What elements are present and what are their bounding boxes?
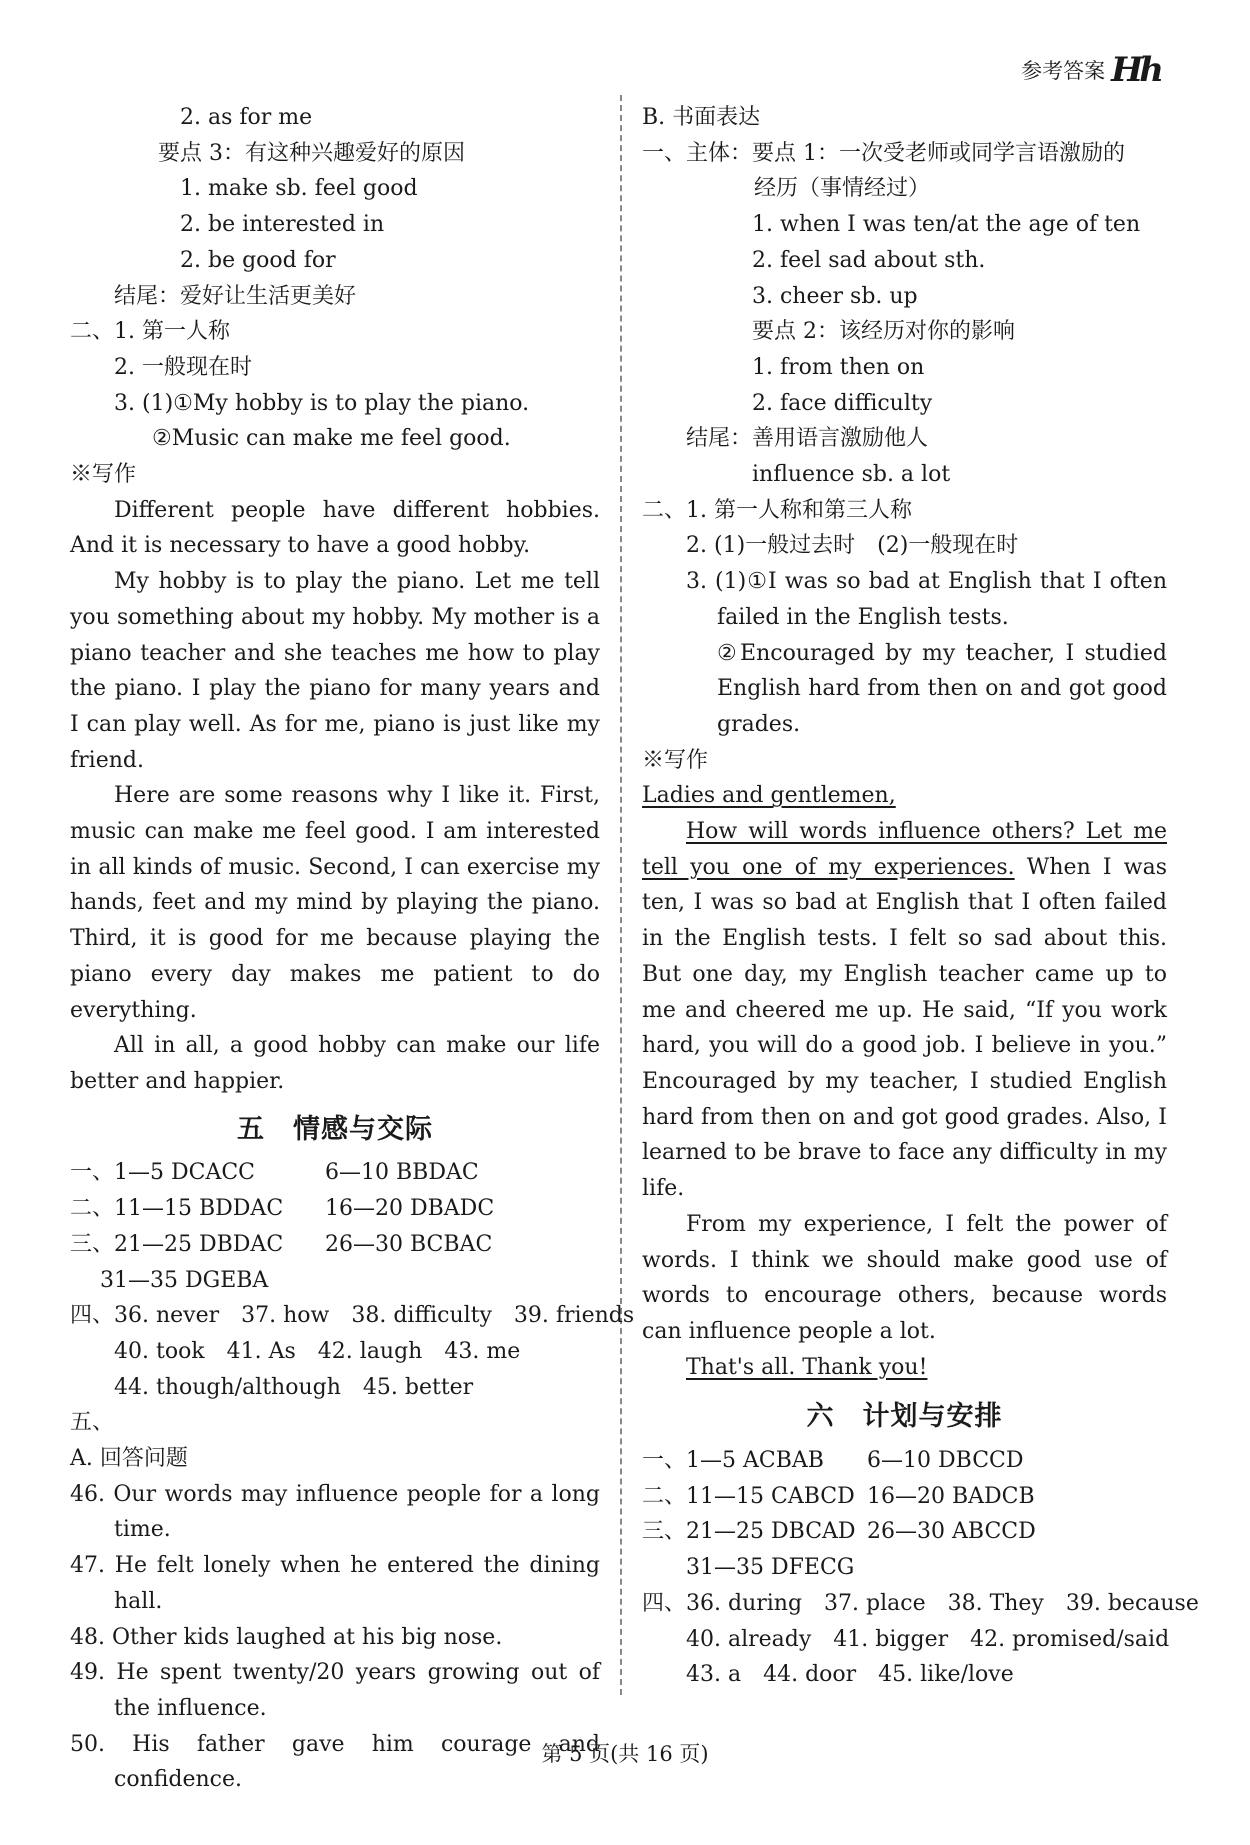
answer-group: 二、11—15 BDDAC — [70, 1196, 284, 1222]
essay-closing: That's all. Thank you! — [686, 1354, 928, 1380]
answer-group: 6—10 BBDAC — [325, 1160, 479, 1186]
answer-group: 31—35 DGEBA — [100, 1267, 269, 1293]
answer-group: 一、1—5 DCACC — [70, 1160, 256, 1186]
fill-line: 43. a 44. door 45. like/love — [686, 1662, 1014, 1688]
fill-line: 44. though/although 45. better — [114, 1374, 474, 1400]
section-title: 五 情感与交际 — [237, 1113, 433, 1145]
qa-item: 49. He spent twenty/20 years growing out of the influence. — [70, 1660, 600, 1721]
left-line: 1. make sb. feel good — [180, 176, 418, 202]
answer-group: 16—20 DBADC — [325, 1196, 495, 1222]
essay-greeting: Ladies and gentlemen, — [642, 783, 896, 809]
fill-line: 四、36. never 37. how 38. difficulty 39. friends — [70, 1303, 635, 1329]
right-line: 3. cheer sb. up — [752, 283, 918, 309]
header-label: 参考答案 — [1021, 59, 1106, 83]
answer-group: 三、21—25 DBCAD — [642, 1519, 856, 1545]
fill-line: 40. took 41. As 42. laugh 43. me — [114, 1338, 521, 1364]
answer-group: 26—30 ABCCD — [867, 1519, 1036, 1545]
essay-underlined: How will words influence others? Let me tell you one of my experiences. — [642, 819, 1167, 880]
answer-group: 16—20 BADCB — [867, 1483, 1035, 1509]
left-line: 2. as for me — [180, 105, 313, 130]
essay-paragraph — [642, 814, 1167, 1207]
right-line: 结尾：善用语言激励他人 — [686, 426, 929, 452]
right-line: ②Encouraged by my teacher, I studied English hard from then on and got good grades. — [717, 640, 1167, 737]
answer-row — [70, 1227, 600, 1263]
left-line: ②Music can make me feel good. — [152, 426, 511, 452]
right-line: 2. face difficulty — [752, 390, 933, 416]
answer-row — [642, 1443, 1167, 1479]
left-line: 结尾：爱好让生活更美好 — [114, 283, 357, 309]
column-divider — [620, 95, 622, 1695]
answer-group: 三、21—25 DBDAC — [70, 1231, 284, 1257]
answer-group: 26—30 BCBAC — [325, 1231, 493, 1257]
writing-label: ※写作 — [642, 747, 709, 773]
qa-item: 47. He felt lonely when he entered the dining hall. — [70, 1553, 600, 1614]
essay-paragraph: Different people have different hobbies. And it is necessary to have a good hobby. — [70, 497, 600, 559]
left-line: 二、1. 第一人称 — [70, 319, 230, 345]
right-line: 2. (1)一般过去时 (2)一般现在时 — [686, 533, 1019, 559]
brand-logo: Hh — [1111, 50, 1160, 90]
right-line: 1. when I was ten/at the age of ten — [752, 212, 1141, 238]
right-line: 二、1. 第一人称和第三人称 — [642, 497, 912, 523]
right-line: B. 书面表达 — [642, 105, 761, 130]
right-line: 2. feel sad about sth. — [752, 247, 986, 273]
qa-item: 48. Other kids laughed at his big nose. — [70, 1624, 503, 1650]
answer-group: 二、11—15 CABCD — [642, 1483, 855, 1509]
left-line: 2. be good for — [180, 247, 336, 273]
answer-row — [642, 1479, 1167, 1515]
right-line: influence sb. a lot — [752, 462, 951, 488]
page-footer: 第 5 页(共 16 页) — [541, 1742, 709, 1766]
right-line: 3. (1)①I was so bad at English that I often failed in the English tests. — [686, 569, 1167, 630]
essay-paragraph: My hobby is to play the piano. Let me tell you something about my hobby. My mother is a piano teacher and she teaches me how to play the piano. I play the piano for many years and I can play well. As for me, piano is just like my friend. — [70, 569, 600, 773]
part-label: 五、 — [70, 1410, 115, 1436]
right-line: 1. from then on — [752, 354, 925, 380]
left-line: 2. be interested in — [180, 212, 385, 238]
answer-row — [70, 1191, 600, 1227]
answer-group: 6—10 DBCCD — [867, 1448, 1024, 1474]
answer-group: 31—35 DFECG — [686, 1555, 855, 1581]
right-line: 经历（事情经过） — [754, 176, 931, 202]
left-line: 2. 一般现在时 — [114, 354, 252, 380]
essay-text: When I was ten, I was so bad at English that I often failed in the English tests. I felt so sad about this. But one day, my English teacher came up to me and cheered me up. He said, “If you work hard, you will do a good job. I believe in you.” Encouraged by my teacher, I studied English hard from then on and got good grades. Also, I learned to be brave to face any difficulty in my life. — [642, 854, 1167, 1202]
essay-paragraph: Here are some reasons why I like it. First, music can make me feel good. I am interested in all kinds of music. Second, I can exercise my hands, feet and my mind by playing the piano. Third, it is good for me because playing the piano every day makes me patient to do everything. — [70, 783, 600, 1023]
answer-row — [70, 1155, 600, 1191]
page-header — [1021, 50, 1160, 90]
writing-label: ※写作 — [70, 462, 137, 488]
essay-paragraph: All in all, a good hobby can make our life better and happier. — [70, 1033, 600, 1094]
qa-item: 50. His father gave him courage and confidence. — [70, 1731, 600, 1793]
section-title: 六 计划与安排 — [806, 1401, 1003, 1433]
essay-paragraph: From my experience, I felt the power of words. I think we should make good use of words to encourage others, because words can influence people a lot. — [642, 1211, 1167, 1344]
left-line: 3. (1)①My hobby is to play the piano. — [114, 390, 530, 416]
right-line: 要点 2：该经历对你的影响 — [752, 319, 1015, 345]
part-subtitle: A. 回答问题 — [70, 1446, 188, 1472]
fill-line: 四、36. during 37. place 38. They 39. because — [642, 1590, 1199, 1616]
answer-group: 一、1—5 ACBAB — [642, 1448, 824, 1474]
left-line: 要点 3：有这种兴趣爱好的原因 — [158, 140, 465, 166]
fill-line: 40. already 41. bigger 42. promised/said — [686, 1626, 1170, 1652]
right-column — [642, 100, 1199, 1693]
answer-row — [642, 1514, 1167, 1550]
right-line: 一、主体：要点 1：一次受老师或同学言语激励的 — [642, 140, 1125, 166]
qa-item: 46. Our words may influence people for a long time. — [70, 1481, 600, 1543]
